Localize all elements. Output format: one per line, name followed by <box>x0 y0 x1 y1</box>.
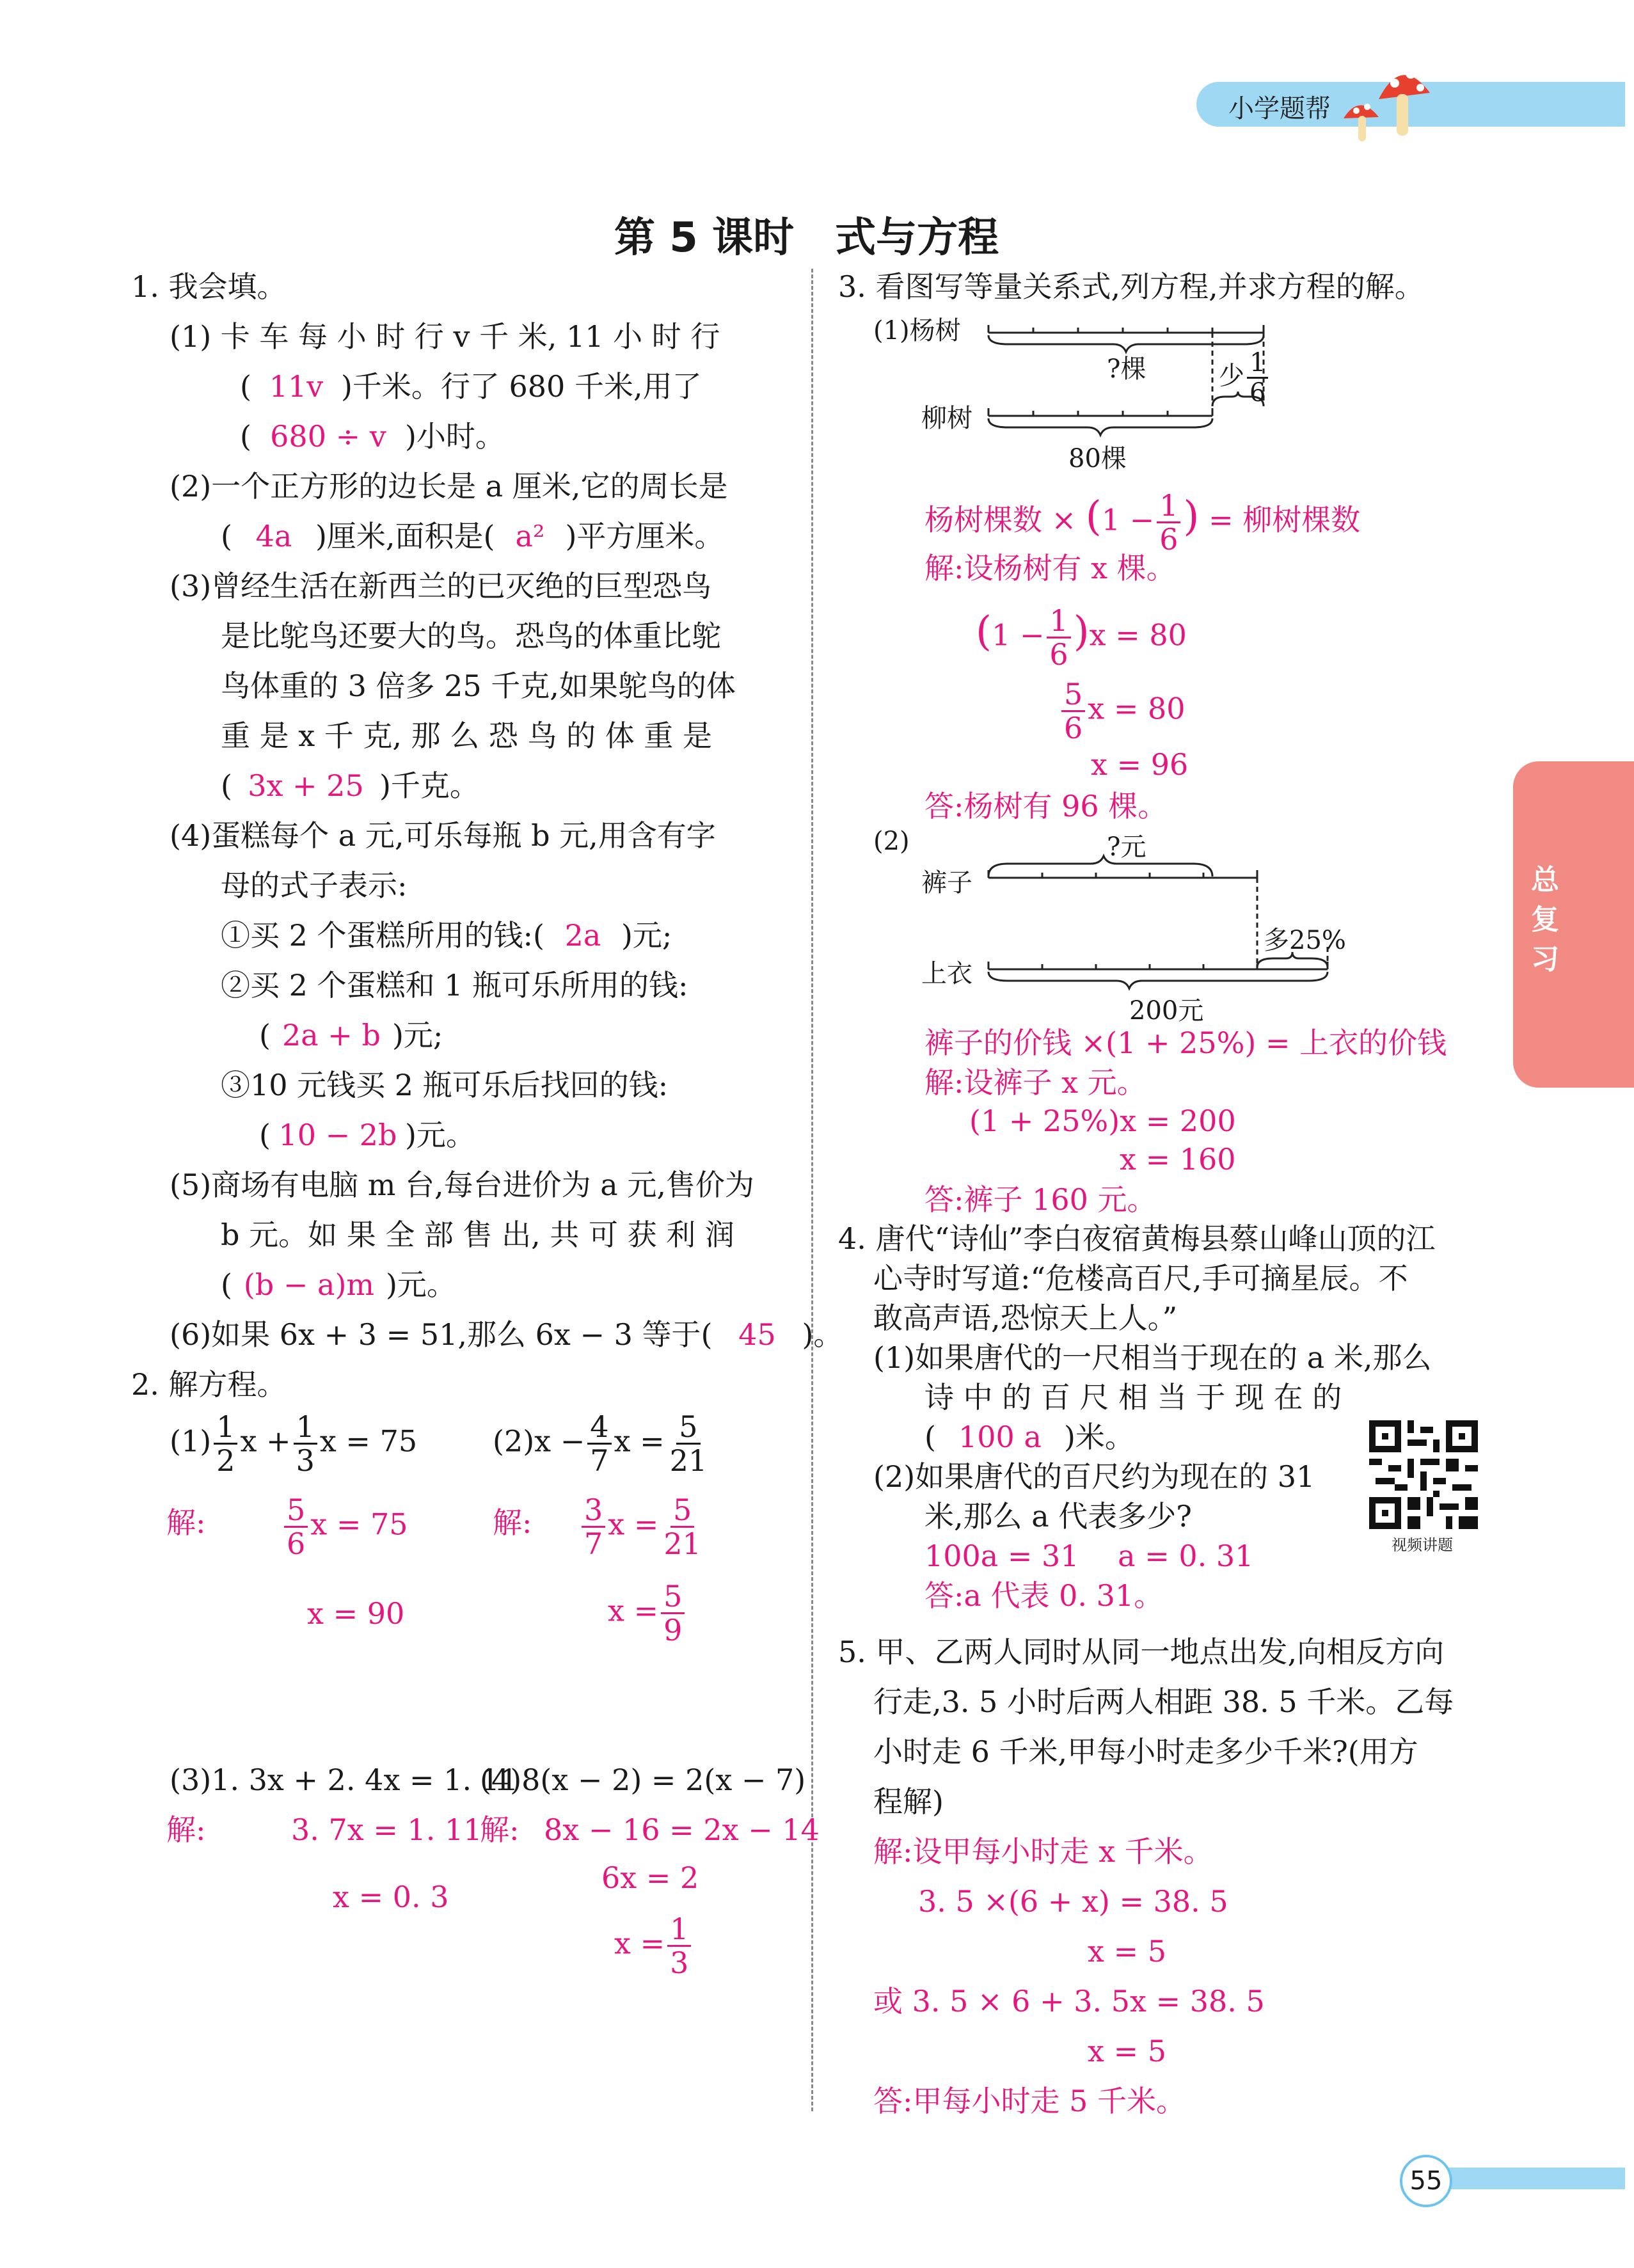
q2-e1-step1: $\frac{5}{6}$ x = 75 <box>282 1494 408 1560</box>
qr-caption: 视频讲题 <box>1392 1536 1453 1554</box>
q4-line3: 敢高声语,恐惊天上人。” <box>873 1301 1178 1335</box>
qr-code-icon[interactable] <box>1369 1420 1478 1529</box>
q5-step1: 3. 5 ×(6 + x) = 38. 5 <box>918 1884 1228 1919</box>
q2-e4-sol-label: 解: <box>480 1812 520 1847</box>
q3-r2-step1: (1 + 25%)x = 200 <box>969 1104 1236 1138</box>
q3-heading: 3. 看图写等量关系式,列方程,并求方程的解。 <box>838 269 1424 304</box>
q3-r2-step2: x = 160 <box>1120 1142 1236 1177</box>
q3-d2-unknown: ?元 <box>1107 832 1146 862</box>
brand-label: 小学题帮 <box>1228 94 1331 123</box>
q4-line2: 心寺时写道:“危楼高百尺,手可摘星辰。不 <box>873 1261 1408 1296</box>
q4-p2-answer: 答:a 代表 0. 31。 <box>924 1578 1164 1613</box>
q5-line3: 小时走 6 千米,甲每小时走多少千米?(用方 <box>873 1734 1418 1769</box>
q1-p4-item1: ①买 2 个蛋糕所用的钱:( 2a )元; <box>221 918 672 953</box>
q3-r1-step2: $\frac{5}{6}$ x = 80 <box>1059 678 1186 744</box>
q1-p2-line1: (2)一个正方形的边长是 a 厘米,它的周长是 <box>170 469 728 504</box>
q1-heading: 1. 我会填。 <box>131 269 287 304</box>
q2-e3-step1: 3. 7x = 1. 11 <box>291 1812 482 1847</box>
q1-p4-line2: 母的式子表示: <box>221 868 408 903</box>
q4-p2-line1: (2)如果唐代的百尺约为现在的 31 <box>873 1459 1315 1494</box>
q1-p1-line2: ( 11v )千米。行了 680 千米,用了 <box>240 369 702 404</box>
q1-p2-line2: ( 4a )厘米,面积是( a² )平方厘米。 <box>221 519 724 553</box>
q2-e2: (2)x − $\frac{4}{7}$ x = $\frac{5}{21}$ <box>493 1409 708 1478</box>
q4-p1-line2: 诗 中 的 百 尺 相 当 于 现 在 的 <box>924 1380 1342 1415</box>
q3-r2-setup: 解:设裤子 x 元。 <box>924 1065 1146 1100</box>
q3-r1-step1: (1 − $\frac{1}{6}$ )x = 80 <box>976 603 1187 672</box>
q2-e1-sol-label: 解: <box>166 1505 206 1540</box>
q2-e1-step2: x = 90 <box>307 1596 405 1631</box>
q3-d2-b-label: 上衣 <box>921 959 972 988</box>
q1-p5-line2: b 元。如 果 全 部 售 出, 共 可 获 利 润 <box>221 1217 734 1252</box>
q3-r1-step3: x = 96 <box>1091 747 1189 782</box>
q1-p6: (6)如果 6x + 3 = 51,那么 6x − 3 等于( 45 )。 <box>170 1317 843 1352</box>
q5-line2: 行走,3. 5 小时后两人相距 38. 5 千米。乙每 <box>873 1685 1454 1719</box>
q2-e3-step2: x = 0. 3 <box>333 1880 449 1914</box>
q5-line4: 程解) <box>873 1784 944 1819</box>
q4-line1: 4. 唐代“诗仙”李白夜宿黄梅县蔡山峰山顶的江 <box>838 1221 1436 1256</box>
footer-bar <box>1440 2168 1625 2189</box>
q3-r1-answer: 答:杨树有 96 棵。 <box>924 789 1168 823</box>
q1-p4-line1: (4)蛋糕每个 a 元,可乐每瓶 b 元,用含有字 <box>170 818 716 853</box>
q4-p2-line2: 米,那么 a 代表多少? <box>924 1499 1192 1534</box>
side-tab-label: 总复习 <box>1531 864 1559 976</box>
q1-p5-line3: ( (b − a)m )元。 <box>221 1267 456 1302</box>
q3-d1-total: 80棵 <box>1068 444 1127 473</box>
q2-e2-step1: $\frac{3}{7}$ x = $\frac{5}{21}$ <box>579 1494 706 1560</box>
q1-p4-item2: ②买 2 个蛋糕和 1 瓶可乐所用的钱: <box>221 968 688 1003</box>
q3-d1-less: 少 $\frac{1}{6}$ <box>1219 349 1271 407</box>
q3-d2-total: 200元 <box>1129 996 1204 1026</box>
q3-r2-relation: 裤子的价钱 ×(1 + 25%) = 上衣的价钱 <box>924 1026 1447 1060</box>
q1-p3-line3: 鸟体重的 3 倍多 25 千克,如果鸵鸟的体 <box>221 669 736 703</box>
q2-e2-step2: x = $\frac{5}{9}$ <box>608 1580 687 1646</box>
q3-r1-setup: 解:设杨树有 x 棵。 <box>924 551 1176 585</box>
q2-e1: (1) $\frac{1}{2}$ x + $\frac{1}{3}$ x = 75 <box>170 1409 418 1478</box>
q1-p4-item2-ans: ( 2a + b )元; <box>259 1018 443 1052</box>
q1-p4-item3-ans: ( 10 − 2b )元。 <box>259 1118 475 1152</box>
q1-p5-line1: (5)商场有电脑 m 台,每台进价为 a 元,售价为 <box>170 1168 754 1202</box>
q1-p4-item3: ③10 元钱买 2 瓶可乐后找回的钱: <box>221 1068 669 1102</box>
q5-step3: 或 3. 5 × 6 + 3. 5x = 38. 5 <box>873 1984 1265 2018</box>
q3-r1-relation: 杨树棵数 × (1 − $\frac{1}{6}$ ) = 柳树棵数 <box>924 488 1361 557</box>
q3-d1-b-label: 柳树 <box>921 404 972 433</box>
q1-p1-line1: (1) 卡 车 每 小 时 行 v 千 米, 11 小 时 行 <box>170 319 720 354</box>
q4-p2-solution: 100a = 31 a = 0. 31 <box>924 1539 1254 1573</box>
q5-step2: x = 5 <box>1088 1934 1166 1969</box>
page-number: 55 <box>1400 2155 1452 2207</box>
q3-d2-a-label: 裤子 <box>921 868 972 898</box>
q1-p3-line2: 是比鸵鸟还要大的鸟。恐鸟的体重比鸵 <box>221 619 721 653</box>
q3-d1-label: (1)杨树 <box>873 316 961 345</box>
q5-line1: 5. 甲、乙两人同时从同一地点出发,向相反方向 <box>838 1635 1445 1669</box>
q2-e4-step1: 8x − 16 = 2x − 14 <box>544 1812 820 1847</box>
q2-e3-sol-label: 解: <box>166 1812 206 1847</box>
q3-r2-answer: 答:裤子 160 元。 <box>924 1182 1157 1217</box>
q3-d2-more: 多25% <box>1264 926 1346 955</box>
q2-e3: (3)1. 3x + 2. 4x = 1. 11 <box>170 1763 519 1797</box>
page-title: 第 5 课时 式与方程 <box>614 214 999 262</box>
q1-p1-line3: ( 680 ÷ v )小时。 <box>240 419 505 454</box>
q3-d2-label: (2) <box>873 827 910 856</box>
q2-e4-step3: x = $\frac{1}{3}$ <box>614 1913 694 1979</box>
q1-p3-line1: (3)曾经生活在新西兰的已灭绝的巨型恐鸟 <box>170 569 712 603</box>
q5-answer: 答:甲每小时走 5 千米。 <box>873 2084 1186 2118</box>
q2-heading: 2. 解方程。 <box>131 1367 287 1402</box>
q1-p3-line4: 重 是 x 千 克, 那 么 恐 鸟 的 体 重 是 <box>221 718 713 753</box>
q2-e4-step2: 6x = 2 <box>601 1860 699 1895</box>
q5-setup: 解:设甲每小时走 x 千米。 <box>873 1834 1213 1869</box>
q1-p3-line5: ( 3x + 25 )千克。 <box>221 768 479 803</box>
q4-p1-line1: (1)如果唐代的一尺相当于现在的 a 米,那么 <box>873 1340 1432 1375</box>
q5-step4: x = 5 <box>1088 2034 1166 2068</box>
q4-p1-line3: ( 100 a )米。 <box>924 1420 1134 1454</box>
mushroom-icon <box>1340 54 1462 147</box>
q2-e4: (4)8(x − 2) = 2(x − 7) <box>480 1763 806 1797</box>
q2-e2-sol-label: 解: <box>493 1505 532 1540</box>
q3-d1-unknown: ?棵 <box>1107 354 1146 384</box>
